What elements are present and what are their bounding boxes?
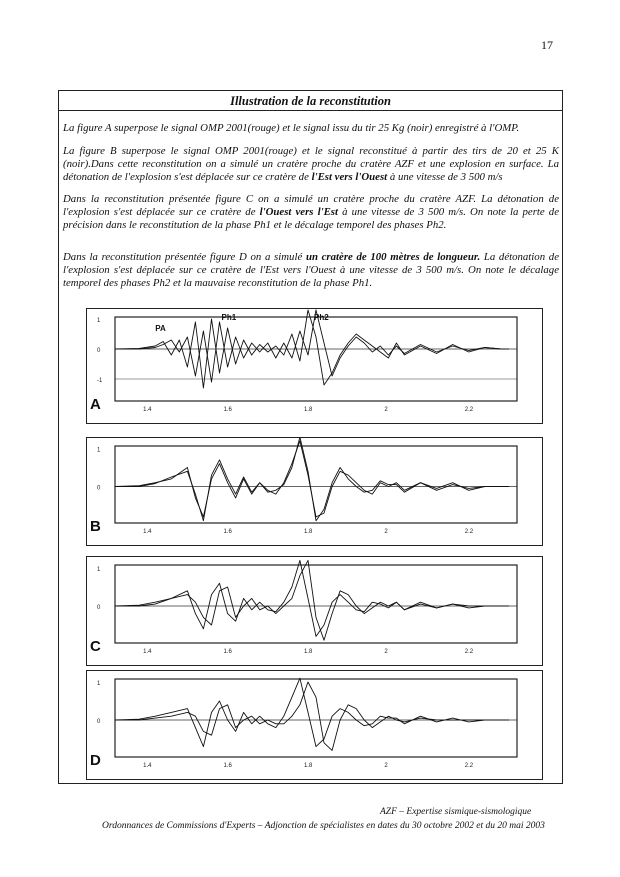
x-tick-label: 1.4: [143, 529, 152, 535]
waveform-panel-c: [86, 556, 543, 666]
x-tick-label: 2.2: [464, 763, 474, 769]
x-tick-label: 1.6: [223, 649, 232, 655]
phase-annotation: PA: [155, 324, 166, 333]
waveform-series-2: [115, 682, 509, 750]
x-tick-label: 1.8: [303, 649, 313, 655]
waveform-series-2: [115, 438, 509, 521]
waveform-panel-d: [86, 670, 543, 780]
phase-annotation: Ph2: [314, 313, 329, 322]
waveform-series-1: [115, 560, 509, 636]
paragraph-text-segment: l'Est vers l'Ouest: [311, 171, 388, 183]
waveform-series-2: [115, 560, 509, 640]
x-tick-label: 1.4: [143, 763, 152, 769]
x-tick-label: 2.2: [464, 649, 474, 655]
y-tick-label: -1: [97, 378, 103, 384]
paragraph-figure-b: [63, 145, 559, 184]
x-tick-label: 1.4: [143, 649, 152, 655]
panel-letter: C: [90, 638, 101, 655]
panel-letter: B: [90, 518, 101, 535]
y-tick-label: 1: [97, 681, 101, 687]
y-tick-label: 1: [97, 318, 101, 324]
paragraph-text-segment: à une vitesse de 3 500 m/s. On note la perte de précision dans le reconstitution de la phase Ph1 et le décalage temporel des phases Ph2.: [63, 206, 559, 231]
x-tick-label: 1.6: [223, 529, 232, 535]
paragraph-text-segment: La figure B superpose le signal OMP 2001(rouge) et le signal reconstitué à partir des tirs de 20 et 25 K (noir).Dans cette reconstitution on a simulé un cratère proche du cratère AZF et une explosion en surface. La détonation de l'explosion s'est déplacée sur ce cratère de: [63, 145, 559, 183]
paragraph-text-segment: La détonation de l'explosion s'est déplacée sur ce cratère de l'Est vers l'Ouest à une vitesse de 3 500 m/s. On note le décalage temporel des phases Ph2 et la mauvaise reconstitution de la phase Ph1.: [63, 251, 559, 289]
footer-line-2: Ordonnances de Commissions d'Experts – Adjonction de spécialistes en dates du 30 octobre 2002 et du 20 mai 2003: [102, 821, 545, 831]
waveform-series-1: [115, 678, 509, 746]
waveform-panel-a: [86, 308, 543, 424]
paragraph-text-segment: La figure A superpose le signal OMP 2001(rouge) et le signal issu du tir 25 Kg (noir) enregistré à l'OMP.: [63, 122, 520, 134]
x-tick-label: 1.4: [143, 407, 152, 413]
plot-area-frame: [115, 565, 517, 643]
footer-line-1: AZF – Expertise sismique-sismologique: [380, 807, 532, 817]
waveform-chart-c: [87, 557, 542, 665]
waveform-series-1: [115, 441, 509, 517]
y-tick-label: 0: [97, 348, 101, 354]
y-tick-label: 0: [97, 605, 101, 611]
paragraph-text-segment: Dans la reconstitution présentée figure C on a simulé un cratère proche du cratère AZF. La détonation de l'explosion s'est déplacée sur ce cratère de: [63, 193, 559, 218]
x-tick-label: 2: [384, 763, 388, 769]
x-tick-label: 2: [384, 529, 388, 535]
y-tick-label: 1: [97, 567, 101, 573]
x-tick-label: 1.8: [303, 407, 313, 413]
illustration-box: [58, 90, 563, 784]
paragraph-figure-c: [63, 193, 559, 232]
paragraph-figure-d: [63, 251, 559, 290]
title-rule: [59, 110, 562, 111]
phase-annotation: Ph1: [221, 313, 237, 322]
y-tick-label: 0: [97, 485, 101, 492]
page-number: 17: [541, 38, 553, 52]
panel-letter: A: [90, 396, 101, 413]
paragraph-figure-a: [63, 122, 559, 135]
waveform-chart-a: [87, 309, 542, 423]
box-title: Illustration de la reconstitution: [230, 94, 391, 108]
paragraph-text-segment: à une vitesse de 3 500 m/s: [387, 171, 503, 183]
x-tick-label: 2.2: [464, 407, 474, 413]
y-tick-label: 1: [97, 447, 101, 454]
x-tick-label: 1.8: [303, 529, 313, 535]
paragraph-text-segment: Dans la reconstitution présentée figure D on a simulé: [63, 251, 306, 263]
waveform-panel-b: [86, 437, 543, 546]
plot-area-frame: [115, 317, 517, 401]
waveform-chart-b: [87, 438, 542, 545]
x-tick-label: 1.6: [223, 763, 232, 769]
x-tick-label: 2.2: [464, 529, 474, 535]
paragraph-text-segment: l'Ouest vers l'Est: [259, 206, 338, 218]
paragraph-text-segment: un cratère de 100 mètres de longueur.: [305, 251, 481, 263]
y-tick-label: 0: [97, 719, 101, 725]
x-tick-label: 1.6: [223, 407, 232, 413]
waveform-chart-d: [87, 671, 542, 779]
x-tick-label: 2: [384, 649, 388, 655]
x-tick-label: 1.8: [303, 763, 313, 769]
x-tick-label: 2: [384, 407, 388, 413]
panel-letter: D: [90, 752, 101, 769]
